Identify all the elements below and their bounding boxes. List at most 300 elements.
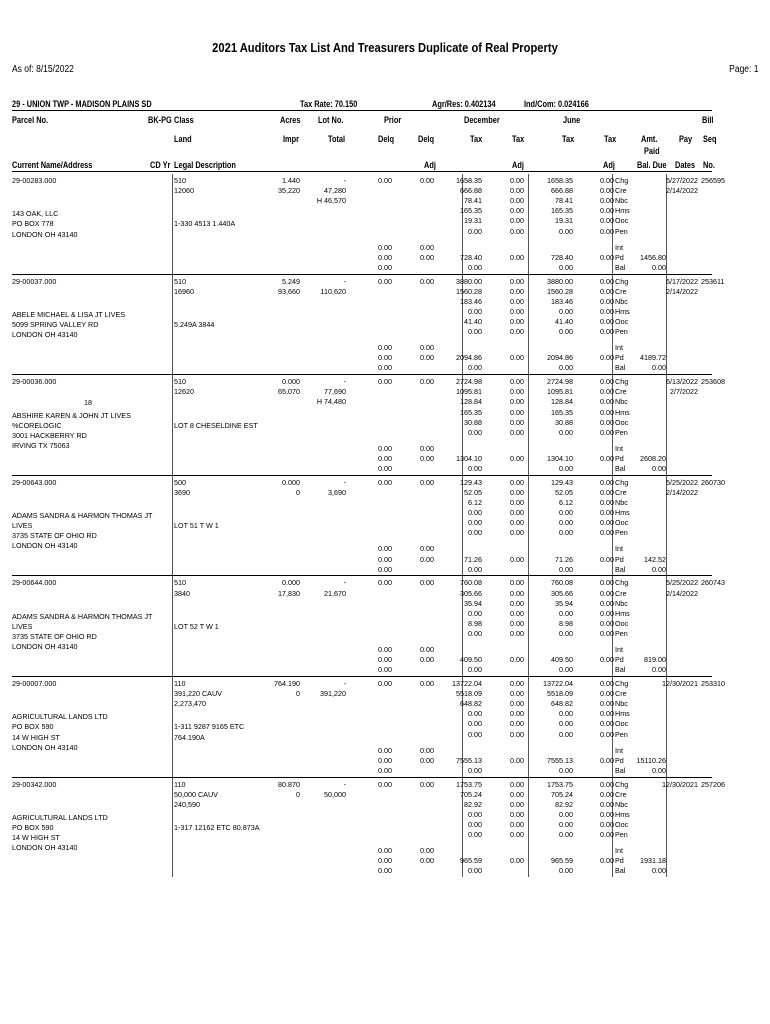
owner-name-line: AGRICULTURAL LANDS LTD: [12, 712, 108, 722]
pay-date: 6/13/2022: [666, 377, 698, 387]
june-adj: 0.00: [600, 689, 614, 699]
prior-delq-2: 0.00: [420, 176, 434, 185]
december-adj-paid: 0.00: [510, 755, 524, 765]
row-label: Ooc: [615, 317, 629, 326]
improvement-value: 0: [296, 689, 300, 699]
june-adj: 0.00: [600, 820, 614, 829]
prior-delq-2: 0.00: [420, 779, 434, 789]
june-adj: 0.00: [600, 628, 614, 638]
prior-adj-value: 0.00: [378, 645, 392, 655]
row-label: Pen: [615, 729, 628, 739]
row-label: Ooc: [615, 417, 629, 427]
prior-adj-value: 0.00: [378, 655, 392, 665]
june-adj: 0.00: [600, 417, 614, 427]
december-tax-value: 0.00: [468, 665, 482, 675]
december-tax-value: 35.94: [464, 598, 482, 608]
december-tax-value: 0.00: [468, 226, 482, 236]
june-tax-value: 0.00: [559, 820, 573, 829]
row-label: Pd: [615, 856, 624, 866]
cauv-value: 240,590: [174, 799, 200, 809]
row-label: Int: [615, 343, 623, 353]
june-adj: 0.00: [600, 216, 614, 226]
december-tax-value: 2724.98: [456, 377, 482, 387]
june-adj: 0.00: [600, 498, 614, 507]
pay-date-2: 2/14/2022: [666, 286, 698, 296]
prior-delq-2: 0.00: [420, 377, 434, 387]
header-no: No.: [703, 160, 715, 170]
june-adj: 0.00: [600, 296, 614, 306]
june-adj: 0.00: [600, 618, 614, 628]
cauv-value: 2,273,470: [174, 699, 206, 709]
december-tax-value: 666.88: [460, 186, 482, 196]
district-label: 29 - UNION TWP - MADISON PLAINS SD: [12, 99, 152, 109]
june-tax-value: 78.41: [555, 196, 573, 206]
page-number: Page: 1: [728, 64, 758, 75]
december-adj: 0.00: [510, 196, 524, 206]
june-tax-value: 2724.98: [547, 377, 573, 387]
prior-adj-value-2: 0.00: [420, 544, 434, 554]
december-adj: 0.00: [510, 809, 524, 819]
june-adj: 0.00: [600, 427, 614, 437]
row-label: Hms: [615, 407, 630, 417]
bill-seq-number: 257206: [701, 779, 725, 789]
agr-res-rate: Agr/Res: 0.402134: [432, 99, 496, 109]
row-label: Cre: [615, 487, 627, 497]
amount-paid: 819.00: [644, 655, 666, 665]
december-tax-value: 128.84: [460, 397, 482, 407]
december-tax-value: 71.26: [464, 554, 482, 564]
column-rule: [172, 576, 173, 676]
december-adj: 0.00: [510, 528, 524, 538]
prior-adj-value: 0.00: [378, 856, 392, 866]
june-tax-value: 0.00: [559, 518, 573, 528]
prior-adj-value-2: 0.00: [420, 242, 434, 252]
owner-name-line: LIVES: [12, 621, 33, 631]
balance-due: 0.00: [652, 765, 666, 775]
december-tax-value: 30.88: [464, 417, 482, 427]
acres: 0.000: [282, 377, 300, 387]
row-label: Ooc: [615, 618, 629, 628]
owner-name-line: PO BOX 778: [12, 219, 54, 229]
ind-com-rate: Ind/Com: 0.024166: [524, 99, 589, 109]
prior-delq: 0.00: [378, 578, 392, 588]
december-adj: 0.00: [510, 477, 524, 487]
row-label: Pd: [615, 353, 624, 363]
december-tax-value: 0.00: [468, 765, 482, 775]
owner-name-line: %CORELOGIC: [12, 420, 62, 430]
parcel-number: 29-00342.000: [12, 779, 57, 789]
december-tax-value: 0.00: [468, 262, 482, 272]
land-value: 12060: [174, 186, 194, 196]
improvement-value: 65,070: [278, 387, 300, 397]
june-adj: 0.00: [600, 779, 614, 789]
june-tax-value: 0.00: [559, 866, 573, 876]
row-label: Pen: [615, 427, 628, 437]
june-adj: 0.00: [600, 477, 614, 487]
june-tax-value: 6.12: [559, 498, 573, 507]
prior-delq-2: 0.00: [420, 578, 434, 588]
june-tax-value: 0.00: [559, 564, 573, 574]
pay-date: 5/27/2022: [666, 176, 698, 185]
header-bk-pg: BK-PG: [148, 115, 172, 125]
december-tax-value: 1753.75: [456, 779, 482, 789]
report-title: 2021 Auditors Tax List And Treasurers Duplicate of Real Property: [212, 40, 558, 55]
december-adj: 0.00: [510, 276, 524, 286]
june-tax-value: 183.46: [551, 296, 573, 306]
december-adj: 0.00: [510, 608, 524, 618]
total-value: 47,280: [324, 186, 346, 196]
december-tax-value: 7555.13: [456, 755, 482, 765]
december-adj: 0.00: [510, 206, 524, 216]
record-separator: [12, 374, 712, 375]
june-tax-value: 728.40: [551, 252, 573, 262]
december-tax-value: 0.00: [468, 306, 482, 316]
december-adj: 0.00: [510, 709, 524, 719]
june-adj: 0.00: [600, 729, 614, 739]
row-label: Pd: [615, 755, 624, 765]
acres: 1.440: [282, 176, 300, 185]
row-label: Pen: [615, 528, 628, 538]
june-adj-paid: 0.00: [600, 252, 614, 262]
row-label: Hms: [615, 809, 630, 819]
bill-seq-number: 253611: [701, 276, 725, 286]
prior-adj-value: 0.00: [378, 343, 392, 353]
december-adj: 0.00: [510, 186, 524, 196]
record-separator: [12, 274, 712, 275]
june-tax-value: 3880.00: [547, 276, 573, 286]
owner-name-line: 3735 STATE OF OHIO RD: [12, 531, 97, 541]
december-tax-value: 705.24: [460, 789, 482, 799]
row-label: Pd: [615, 252, 624, 262]
header-dec-tax-2: Tax: [512, 134, 525, 144]
june-tax-value: 0.00: [559, 665, 573, 675]
bill-seq-number: 260730: [701, 477, 725, 487]
december-tax-value: 5518.09: [456, 689, 482, 699]
june-adj: 0.00: [600, 518, 614, 528]
owner-name-line: ADAMS SANDRA & HARMON THOMAS JT: [12, 611, 153, 621]
june-adj: 0.00: [600, 598, 614, 608]
parcel-number: 29-00036.000: [12, 377, 57, 387]
december-tax-value: 0.00: [468, 528, 482, 538]
december-tax-value: 0.00: [468, 830, 482, 840]
june-tax-value: 82.92: [555, 799, 573, 809]
june-tax-value: 128.84: [551, 397, 573, 407]
december-tax-value: 0.00: [468, 729, 482, 739]
june-adj: 0.00: [600, 699, 614, 709]
header-adj: Adj: [424, 160, 436, 170]
december-tax-value: 78.41: [464, 196, 482, 206]
tax-rate: Tax Rate: 70.150: [300, 99, 358, 109]
prior-adj-value-2: 0.00: [420, 554, 434, 564]
december-adj-paid: 0.00: [510, 353, 524, 363]
parcel-number: 29-00283.000: [12, 176, 57, 185]
improvement-value: 17,830: [278, 588, 300, 598]
land-value: 12620: [174, 387, 194, 397]
june-tax-value: 1095.81: [547, 387, 573, 397]
row-label: Nbc: [615, 296, 628, 306]
prior-adj-value: 0.00: [378, 755, 392, 765]
prior-adj-value: 0.00: [378, 665, 392, 675]
june-adj: 0.00: [600, 528, 614, 538]
bill-seq-number: 260743: [701, 578, 725, 588]
land-value: 391,220 CAUV: [174, 689, 222, 699]
record-separator: [12, 676, 712, 677]
owner-name-line: PO BOX 590: [12, 823, 54, 833]
june-adj: 0.00: [600, 327, 614, 337]
june-adj: 0.00: [600, 377, 614, 387]
june-tax-value: 705.24: [551, 789, 573, 799]
record-separator: [12, 475, 712, 476]
lot-number: -: [343, 276, 346, 286]
legal-description-line: LOT 8 CHESELDINE EST: [174, 420, 258, 430]
december-adj: 0.00: [510, 628, 524, 638]
pay-date-2: 2/14/2022: [666, 588, 698, 598]
owner-name-line: 143 OAK, LLC: [12, 209, 59, 219]
june-adj: 0.00: [600, 719, 614, 729]
prior-adj-value-2: 0.00: [420, 755, 434, 765]
row-label: Pen: [615, 830, 628, 840]
december-adj-paid: 0.00: [510, 252, 524, 262]
row-label: Hms: [615, 608, 630, 618]
prior-adj-value-2: 0.00: [420, 443, 434, 453]
june-tax-value: 0.00: [559, 427, 573, 437]
december-adj: 0.00: [510, 789, 524, 799]
row-label: Chg: [615, 578, 629, 588]
june-tax-value: 5518.09: [547, 689, 573, 699]
lot-number: -: [343, 176, 346, 185]
prior-adj-value: 0.00: [378, 252, 392, 262]
row-label: Ooc: [615, 216, 629, 226]
bill-seq-number: 253608: [701, 377, 725, 387]
december-adj: 0.00: [510, 377, 524, 387]
balance-due: 0.00: [652, 564, 666, 574]
june-adj: 0.00: [600, 407, 614, 417]
legal-description-line: LOT 52 T W 1: [174, 621, 219, 631]
homestead-value: H 46,570: [316, 196, 346, 206]
row-label: Ooc: [615, 518, 629, 528]
row-label: Nbc: [615, 799, 628, 809]
row-label: Chg: [615, 176, 629, 185]
december-tax-value: 0.00: [468, 427, 482, 437]
row-label: Bal: [615, 665, 626, 675]
owner-name-line: ABSHIRE KAREN & JOHN JT LIVES: [12, 410, 131, 420]
prior-adj-value: 0.00: [378, 765, 392, 775]
june-adj: 0.00: [600, 487, 614, 497]
lot-number: -: [343, 679, 346, 688]
prior-adj-value: 0.00: [378, 745, 392, 755]
acres: 80.870: [278, 779, 300, 789]
june-tax-value: 13722.04: [543, 679, 573, 688]
owner-name-line: 3001 HACKBERRY RD: [12, 430, 87, 440]
december-tax-value: 1095.81: [456, 387, 482, 397]
december-tax-value: 1560.28: [456, 286, 482, 296]
prior-delq: 0.00: [378, 377, 392, 387]
december-tax-value: 0.00: [468, 628, 482, 638]
june-adj-paid: 0.00: [600, 755, 614, 765]
row-label: Cre: [615, 286, 627, 296]
land-value: 3840: [174, 588, 190, 598]
december-tax-value: 0.00: [468, 809, 482, 819]
june-tax-value: 965.59: [551, 856, 573, 866]
june-tax-value: 8.98: [559, 618, 573, 628]
header-seq: Seq: [703, 134, 717, 144]
june-tax-value: 7555.13: [547, 755, 573, 765]
lot-number: -: [343, 578, 346, 588]
december-tax-value: 0.00: [468, 464, 482, 474]
acres: 0.000: [282, 477, 300, 487]
row-label: Int: [615, 242, 623, 252]
header-total: Total: [328, 134, 346, 144]
class-code: 510: [174, 578, 186, 588]
december-tax-value: 82.92: [464, 799, 482, 809]
prior-adj-value-2: 0.00: [420, 453, 434, 463]
june-adj-paid: 0.00: [600, 453, 614, 463]
prior-adj-value-2: 0.00: [420, 745, 434, 755]
prior-delq-2: 0.00: [420, 477, 434, 487]
june-adj: 0.00: [600, 809, 614, 819]
row-label: Hms: [615, 508, 630, 518]
column-rule: [172, 375, 173, 475]
row-label: Int: [615, 645, 623, 655]
december-adj: 0.00: [510, 498, 524, 507]
lot-number: -: [343, 477, 346, 487]
june-adj: 0.00: [600, 608, 614, 618]
june-tax-value: 0.00: [559, 327, 573, 337]
total-value: 391,220: [320, 689, 346, 699]
prior-delq-2: 0.00: [420, 276, 434, 286]
amount-paid: 2608.20: [640, 453, 666, 463]
header-paid: Paid: [644, 146, 660, 156]
december-tax-value: 0.00: [468, 719, 482, 729]
header-delq-2: Delq: [418, 134, 435, 144]
december-tax-value: 8.98: [468, 618, 482, 628]
class-code: 500: [174, 477, 186, 487]
june-adj: 0.00: [600, 830, 614, 840]
june-tax-value: 35.94: [555, 598, 573, 608]
june-adj-paid: 0.00: [600, 554, 614, 564]
parcel-number: 29-00643.000: [12, 477, 57, 487]
header-current-name: Current Name/Address: [12, 160, 93, 170]
december-tax-value: 0.00: [468, 518, 482, 528]
header-legal-desc: Legal Description: [174, 160, 236, 170]
parcel-number: 29-00007.000: [12, 679, 57, 688]
december-tax-value: 6.12: [468, 498, 482, 507]
prior-delq-2: 0.00: [420, 679, 434, 688]
prior-delq: 0.00: [378, 477, 392, 487]
prior-adj-value-2: 0.00: [420, 846, 434, 856]
balance-due: 0.00: [652, 262, 666, 272]
lot-number: -: [343, 779, 346, 789]
header-dec-tax: Tax: [470, 134, 483, 144]
june-tax-value: 30.88: [555, 417, 573, 427]
june-tax-value: 0.00: [559, 306, 573, 316]
row-label: Ooc: [615, 820, 629, 829]
december-tax-value: 13722.04: [452, 679, 482, 688]
june-adj-paid: 0.00: [600, 353, 614, 363]
owner-name-line: LIVES: [12, 521, 33, 531]
header-delq: Delq: [378, 134, 395, 144]
column-rule: [666, 778, 667, 878]
row-label: Nbc: [615, 699, 628, 709]
june-adj: 0.00: [600, 206, 614, 216]
prior-adj-value-2: 0.00: [420, 343, 434, 353]
june-adj: 0.00: [600, 588, 614, 598]
december-adj: 0.00: [510, 306, 524, 316]
december-tax-value: 129.43: [460, 477, 482, 487]
prior-adj-value: 0.00: [378, 242, 392, 252]
december-tax-value: 0.00: [468, 608, 482, 618]
prior-adj-value-2: 0.00: [420, 655, 434, 665]
june-tax-value: 0.00: [559, 508, 573, 518]
june-tax-value: 0.00: [559, 729, 573, 739]
header-lot-no: Lot No.: [318, 115, 344, 125]
december-adj-paid: 0.00: [510, 453, 524, 463]
row-label: Chg: [615, 779, 629, 789]
owner-name-line: ABELE MICHAEL & LISA JT LIVES: [12, 309, 126, 319]
header-impr: Impr: [283, 134, 300, 144]
total-value: 50,000: [324, 789, 346, 799]
row-label: Pd: [615, 655, 624, 665]
december-adj: 0.00: [510, 397, 524, 407]
header-bill: Bill: [702, 115, 714, 125]
june-adj: 0.00: [600, 276, 614, 286]
december-adj: 0.00: [510, 487, 524, 497]
row-label: Pd: [615, 554, 624, 564]
june-adj: 0.00: [600, 306, 614, 316]
row-label: Chg: [615, 377, 629, 387]
balance-due: 0.00: [652, 866, 666, 876]
row-label: Bal: [615, 262, 626, 272]
pay-date: 5/25/2022: [666, 578, 698, 588]
prior-adj-value: 0.00: [378, 554, 392, 564]
row-label: Bal: [615, 564, 626, 574]
column-rule: [172, 476, 173, 576]
june-adj: 0.00: [600, 226, 614, 236]
december-adj: 0.00: [510, 327, 524, 337]
june-tax-value: 1304.10: [547, 453, 573, 463]
legal-description-line: 1-311 9287 9165 ETC: [174, 722, 245, 732]
december-adj-paid: 0.00: [510, 856, 524, 866]
acres: 5.249: [282, 276, 300, 286]
prior-delq: 0.00: [378, 276, 392, 286]
december-tax-value: 183.46: [460, 296, 482, 306]
december-tax-value: 0.00: [468, 508, 482, 518]
row-label: Bal: [615, 464, 626, 474]
amount-paid: 15110.26: [636, 755, 666, 765]
pay-date: 12/30/2021: [662, 679, 698, 688]
june-adj: 0.00: [600, 176, 614, 185]
header-prior: Prior: [384, 115, 402, 125]
december-tax-value: 165.35: [460, 407, 482, 417]
june-tax-value: 305.66: [551, 588, 573, 598]
row-label: Bal: [615, 765, 626, 775]
june-tax-value: 0.00: [559, 765, 573, 775]
land-value: 50,000 CAUV: [174, 789, 218, 799]
december-tax-value: 0.00: [468, 709, 482, 719]
row-label: Pd: [615, 453, 624, 463]
owner-name-line: 14 W HIGH ST: [12, 732, 60, 742]
december-adj: 0.00: [510, 779, 524, 789]
column-rule: [172, 275, 173, 375]
owner-name-line: PO BOX 590: [12, 722, 54, 732]
december-adj: 0.00: [510, 588, 524, 598]
june-tax-value: 0.00: [559, 363, 573, 373]
total-value: 3,690: [328, 487, 346, 497]
june-adj: 0.00: [600, 799, 614, 809]
header-land: Land: [174, 134, 192, 144]
total-value: 110,620: [320, 286, 346, 296]
class-code: 510: [174, 377, 186, 387]
